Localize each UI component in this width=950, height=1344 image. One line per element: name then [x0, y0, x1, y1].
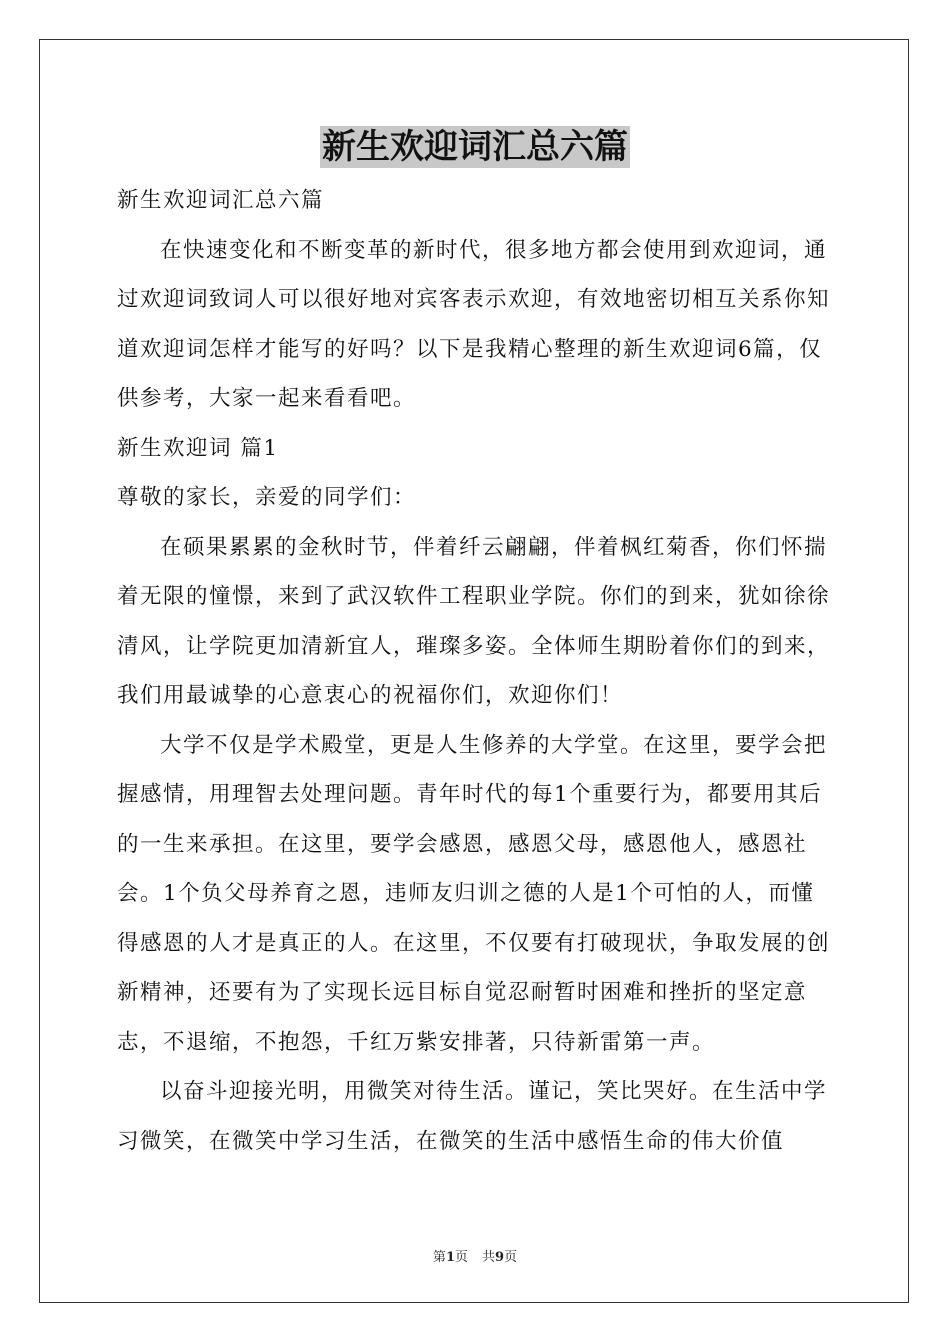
total-prefix: 共 [482, 1250, 496, 1265]
body-paragraph-2: 大学不仅是学术殿堂，更是人生修养的大学堂。在这里，要学会把握感情，用理智去处理问题。青年时代的每1个重要行为，都要用其后的一生来承担。在这里，要学会感恩，感恩父母，感恩他人，感恩社会。1个负父母养育之恩，违师友归训之德的人是1个可怕的人，而懂得感恩的人才是真正的人。在这里，不仅要有打破现状，争取发展的创新精神，还要有为了实现长远目标自觉忍耐暂时困难和挫折的坚定意志，不退缩，不抱怨，千红万紫安排著，只待新雷第一声。 [117, 732, 831, 1055]
intro-paragraph: 在快速变化和不断变革的新时代，很多地方都会使用到欢迎词，通过欢迎词致词人可以很好地对宾客表示欢迎，有效地密切相互关系你知道欢迎词怎样才能写的好吗？以下是我精心整理的新生欢迎词6篇，仅供参考，大家一起来看看吧。 [117, 237, 831, 411]
document-body [117, 176, 837, 1166]
page-unit: 页 [454, 1250, 468, 1265]
salutation: 尊敬的家长，亲爱的同学们： [117, 485, 417, 510]
page-total: 9 [495, 1250, 505, 1265]
document-subtitle: 新生欢迎词汇总六篇 [117, 188, 325, 213]
page-footer [0, 1246, 950, 1265]
section-heading: 新生欢迎词 篇1 [117, 435, 279, 461]
page-current: 1 [445, 1250, 455, 1265]
title-container [0, 126, 950, 168]
body-paragraph-3: 以奋斗迎接光明，用微笑对待生活。谨记，笑比哭好。在生活中学习微笑，在微笑中学习生活，在微笑的生活中感悟生命的伟大价值 [117, 1079, 828, 1154]
total-unit: 页 [504, 1250, 518, 1265]
document-title: 新生欢迎词汇总六篇 [322, 127, 628, 167]
page-prefix: 第 [432, 1250, 446, 1265]
body-paragraph-1: 在硕果累累的金秋时节，伴着纤云翩翩，伴着枫红菊香，你们怀揣着无限的憧憬，来到了武汉软件工程职业学院。你们的到来，犹如徐徐清风，让学院更加清新宜人，璀璨多姿。全体师生期盼着你们的到来，我们用最诚挚的心意衷心的祝福你们，欢迎你们！ [117, 534, 831, 708]
